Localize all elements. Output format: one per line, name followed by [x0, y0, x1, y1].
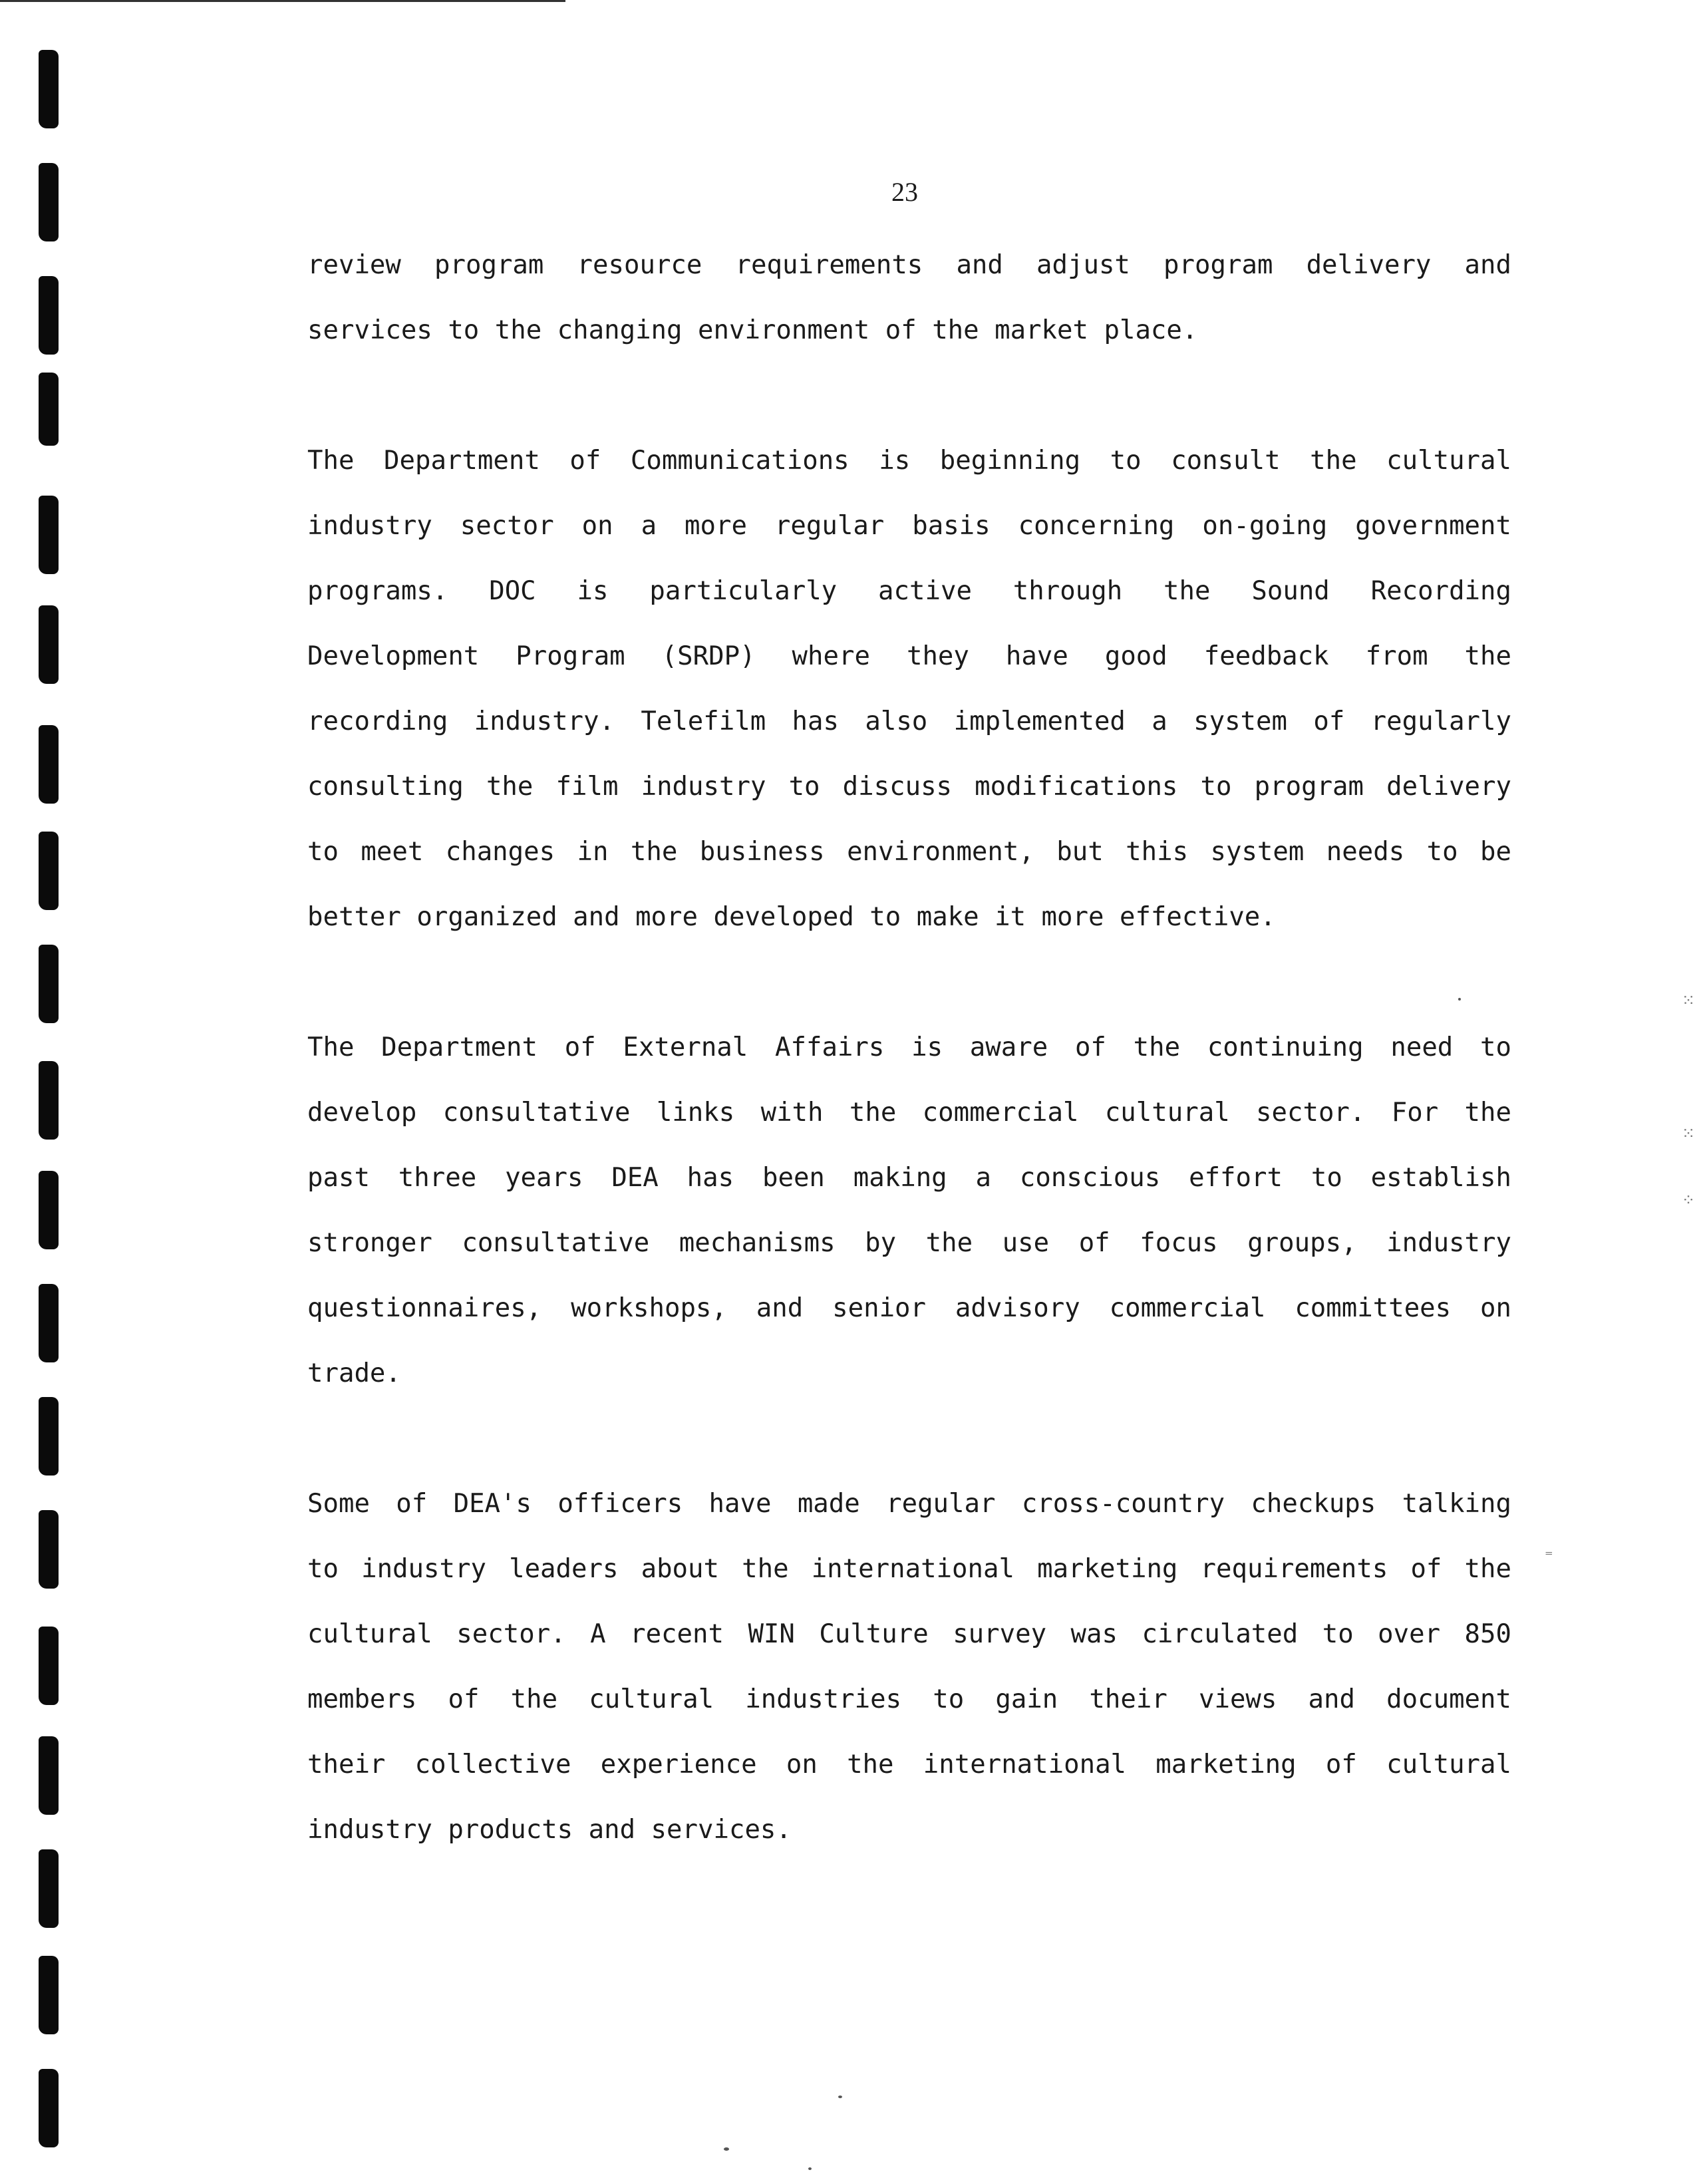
- text-line: Some of DEA's officers have made regular cross-country checkups talking: [307, 1489, 1511, 1519]
- scan-speck: [724, 2147, 729, 2151]
- paragraph-1: [307, 233, 1511, 363]
- page-number: 23: [891, 177, 918, 207]
- text-line: past three years DEA has been making a conscious effort to establish: [307, 1163, 1511, 1193]
- scan-speck: [838, 2096, 842, 2098]
- punch-hole: [39, 1171, 59, 1249]
- punch-hole: [39, 1956, 59, 2034]
- margin-scan-mark: ⁼: [1545, 1547, 1553, 1565]
- text-line: develop consultative links with the commercial cultural sector. For the: [307, 1098, 1511, 1128]
- text-line: The Department of Communications is beginning to consult the cultural: [307, 446, 1511, 476]
- punch-hole: [39, 605, 59, 684]
- text-line: better organized and more developed to make it more effective.: [307, 902, 1276, 932]
- paragraph-3: [307, 1015, 1511, 1406]
- scan-speck: [1458, 998, 1461, 1001]
- text-line: trade.: [307, 1358, 401, 1388]
- text-line: their collective experience on the international marketing of cultural: [307, 1750, 1511, 1780]
- punch-hole: [39, 1736, 59, 1815]
- punch-hole: [39, 50, 59, 128]
- punch-hole: [39, 1627, 59, 1705]
- text-line: recording industry. Telefilm has also implemented a system of regularly: [307, 706, 1511, 736]
- punch-hole: [39, 945, 59, 1023]
- punch-hole: [39, 725, 59, 804]
- text-line: questionnaires, workshops, and senior advisory commercial committees on: [307, 1293, 1511, 1323]
- top-edge-rule: [0, 0, 565, 2]
- punch-hole: [39, 832, 59, 910]
- punch-hole: [39, 1284, 59, 1362]
- text-line: services to the changing environment of the market place.: [307, 315, 1198, 345]
- text-line: industry products and services.: [307, 1815, 792, 1845]
- text-line: stronger consultative mechanisms by the use of focus groups, industry: [307, 1228, 1511, 1258]
- paragraph-4: [307, 1472, 1511, 1863]
- text-line: programs. DOC is particularly active through the Sound Recording: [307, 576, 1511, 606]
- punch-hole: [39, 496, 59, 574]
- text-line: Development Program (SRDP) where they have good feedback from the: [307, 641, 1511, 671]
- margin-scan-mark: ⁙: [1682, 991, 1695, 1010]
- punch-hole: [39, 276, 59, 355]
- body-text: [307, 233, 1511, 1928]
- margin-scan-mark: ⁙: [1682, 1124, 1695, 1143]
- margin-scan-mark: ⁘: [1682, 1191, 1695, 1209]
- text-line: cultural sector. A recent WIN Culture survey was circulated to over 850: [307, 1619, 1511, 1649]
- scan-speck: [808, 2167, 812, 2170]
- punch-hole: [39, 1510, 59, 1589]
- text-line: to meet changes in the business environment, but this system needs to be: [307, 837, 1511, 867]
- text-line: The Department of External Affairs is aware of the continuing need to: [307, 1032, 1511, 1062]
- paragraph-2: [307, 428, 1511, 950]
- text-line: industry sector on a more regular basis concerning on-going government: [307, 511, 1511, 541]
- punch-hole: [39, 1849, 59, 1928]
- text-line: to industry leaders about the international marketing requirements of the: [307, 1554, 1511, 1584]
- punch-hole: [39, 2069, 59, 2147]
- punch-hole: [39, 1397, 59, 1476]
- punch-hole: [39, 373, 59, 446]
- punch-hole: [39, 163, 59, 241]
- binding-punch-holes: [33, 0, 67, 2184]
- text-line: consulting the film industry to discuss modifications to program delivery: [307, 772, 1511, 802]
- text-line: members of the cultural industries to gain their views and document: [307, 1684, 1511, 1714]
- punch-hole: [39, 1061, 59, 1140]
- text-line: review program resource requirements and adjust program delivery and: [307, 250, 1511, 280]
